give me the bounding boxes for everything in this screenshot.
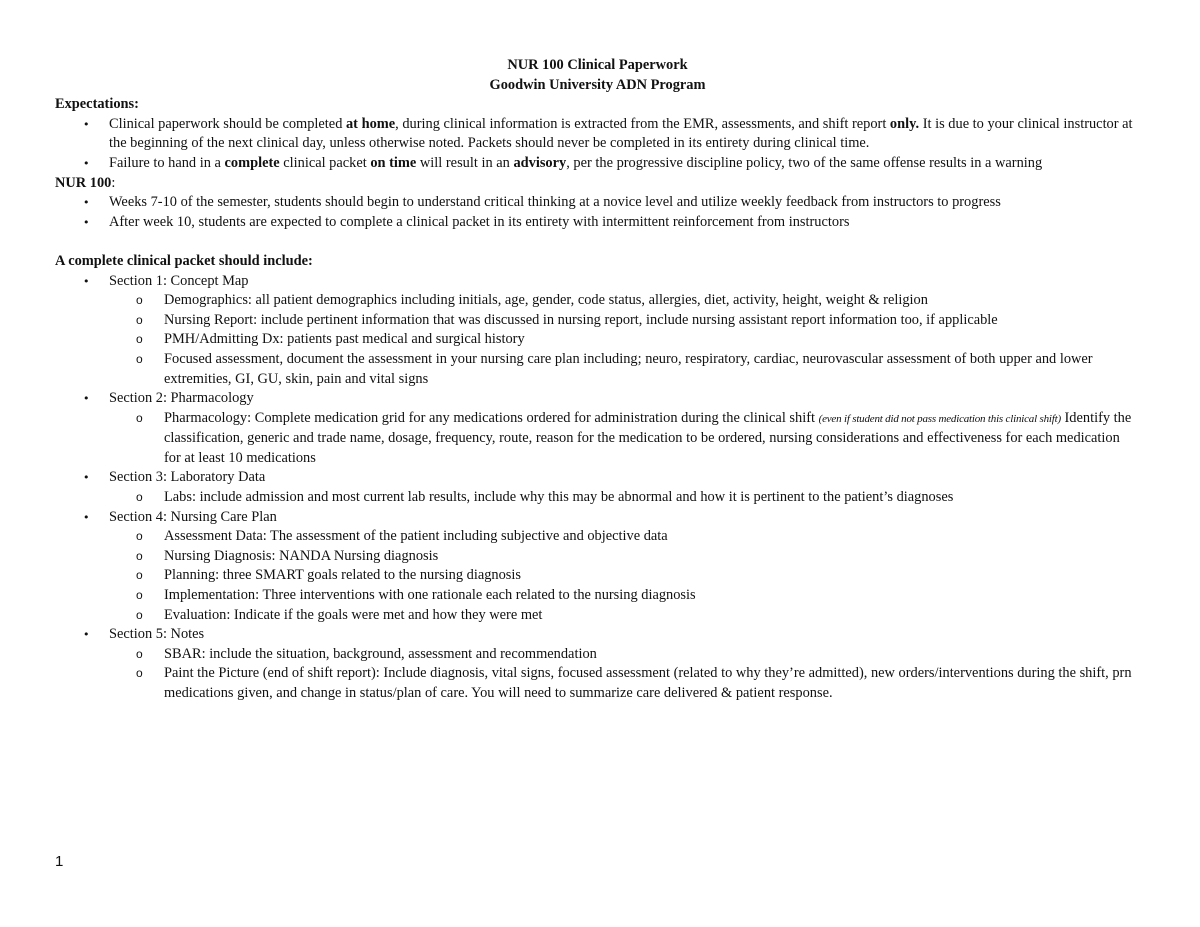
list-item: o Evaluation: Indicate if the goals were met and how they were met xyxy=(164,606,1140,626)
list-item: o Planning: three SMART goals related to the nursing diagnosis xyxy=(164,566,1140,586)
list-item: o Nursing Diagnosis: NANDA Nursing diagnosis xyxy=(164,547,1140,567)
expectations-heading: Expectations: xyxy=(55,96,139,113)
list-item: o SBAR: include the situation, background, assessment and recommendation xyxy=(164,645,1140,665)
list-item: o Paint the Picture (end of shift report): Include diagnosis, vital signs, focused assessment (related to why they’re admitted), new orders/interventions during the shift, prn medications given, and change in status/plan of care. You will need to summarize care delivered & patient response. xyxy=(136,665,1132,701)
section-3-item xyxy=(83,468,1140,507)
section-3-sublist xyxy=(55,488,1140,508)
circle-bullet-icon: o xyxy=(136,568,143,583)
list-item: o Demographics: all patient demographics including initials, age, gender, code status, allergies, diet, activity, height, weight & religion xyxy=(164,291,1140,311)
list-item: o Nursing Report: include pertinent information that was discussed in nursing report, include nursing assistant report information too, if applicable xyxy=(164,311,1140,331)
bullet-icon: • xyxy=(83,215,90,229)
circle-bullet-icon: o xyxy=(136,529,143,544)
section-4-sublist xyxy=(55,527,1140,625)
section-2-item xyxy=(83,389,1140,468)
nur100-heading: NUR 100: xyxy=(55,174,116,191)
circle-bullet-icon: o xyxy=(136,607,143,622)
document-page xyxy=(55,56,1140,704)
list-item: o Implementation: Three interventions with one rationale each related to the nursing diagnosis xyxy=(164,586,1140,606)
list-item: o Focused assessment, document the assessment in your nursing care plan including; neuro, respiratory, cardiac, neurovascular assessment of both upper and lower extremities, GI, GU, skin, pain and vital signs xyxy=(136,350,1093,387)
bullet-icon: • xyxy=(83,510,90,524)
list-item: o Pharmacology: Complete medication grid for any medications ordered for administration during the clinical shift (even if student did not pass medication this clinical shift) Identify the classification, generic and trade name, dosage, frequency, route, reason for the medication to be ordered, nursing considerations and effectiveness for each medication for at least 10 medications xyxy=(136,409,1132,466)
packet-heading: A complete clinical packet should include: xyxy=(55,252,313,269)
section-label: Section 4: Nursing Care Plan xyxy=(109,508,277,525)
section-label: Section 5: Notes xyxy=(109,626,205,643)
list-item: • Weeks 7-10 of the semester, students should begin to understand critical thinking at a novice level and utilize weekly feedback from instructors to progress xyxy=(109,193,1140,213)
list-item: o Labs: include admission and most current lab results, include why this may be abnormal and how it is pertinent to the patient’s diagnoses xyxy=(164,488,1140,508)
circle-bullet-icon: o xyxy=(136,293,143,308)
expectations-list xyxy=(55,115,1140,174)
section-2-sublist xyxy=(55,409,1140,469)
circle-bullet-icon: o xyxy=(136,490,143,505)
circle-bullet-icon: o xyxy=(136,332,143,347)
section-label: Section 3: Laboratory Data xyxy=(109,469,266,486)
list-item: • Failure to hand in a complete clinical packet on time will result in an advisory, per the progressive discipline policy, two of the same offense results in a warning xyxy=(109,154,1140,174)
circle-bullet-icon: o xyxy=(136,312,143,327)
list-item: o Assessment Data: The assessment of the patient including subjective and objective data xyxy=(164,527,1140,547)
section-5-sublist xyxy=(55,645,1140,704)
list-item: • After week 10, students are expected to complete a clinical packet in its entirety with intermittent reinforcement from instructors xyxy=(109,213,1140,233)
section-label: Section 2: Pharmacology xyxy=(109,390,254,407)
circle-bullet-icon: o xyxy=(136,666,143,681)
packet-sections-list xyxy=(55,272,1140,704)
document-subtitle: Goodwin University ADN Program xyxy=(489,76,706,93)
document-title: NUR 100 Clinical Paperwork xyxy=(507,57,688,73)
section-4-item xyxy=(83,508,1140,626)
bullet-icon: • xyxy=(83,471,90,485)
circle-bullet-icon: o xyxy=(136,351,143,366)
bullet-icon: • xyxy=(83,117,90,131)
bullet-icon: • xyxy=(83,196,90,210)
circle-bullet-icon: o xyxy=(136,410,143,425)
nur100-list xyxy=(55,193,1140,232)
bullet-icon: • xyxy=(83,628,90,642)
list-item: • Clinical paperwork should be completed at home, during clinical information is extracted from the EMR, assessments, and shift report only. It is due to your clinical instructor at the beginning of the next clinical day, unless otherwise noted. Packets should never be completed in its entirety during clinical time. xyxy=(83,115,1133,152)
section-label: Section 1: Concept Map xyxy=(109,272,249,289)
section-1-sublist xyxy=(55,291,1140,389)
list-item: o PMH/Admitting Dx: patients past medical and surgical history xyxy=(164,330,1140,350)
page-number: 1 xyxy=(55,853,64,870)
section-1-item xyxy=(83,272,1140,390)
bullet-icon: • xyxy=(83,392,90,406)
section-5-item xyxy=(83,625,1140,703)
bullet-icon: • xyxy=(83,274,90,288)
circle-bullet-icon: o xyxy=(136,588,143,603)
bullet-icon: • xyxy=(83,156,90,170)
circle-bullet-icon: o xyxy=(136,548,143,563)
circle-bullet-icon: o xyxy=(136,646,143,661)
spacer xyxy=(55,232,1140,252)
